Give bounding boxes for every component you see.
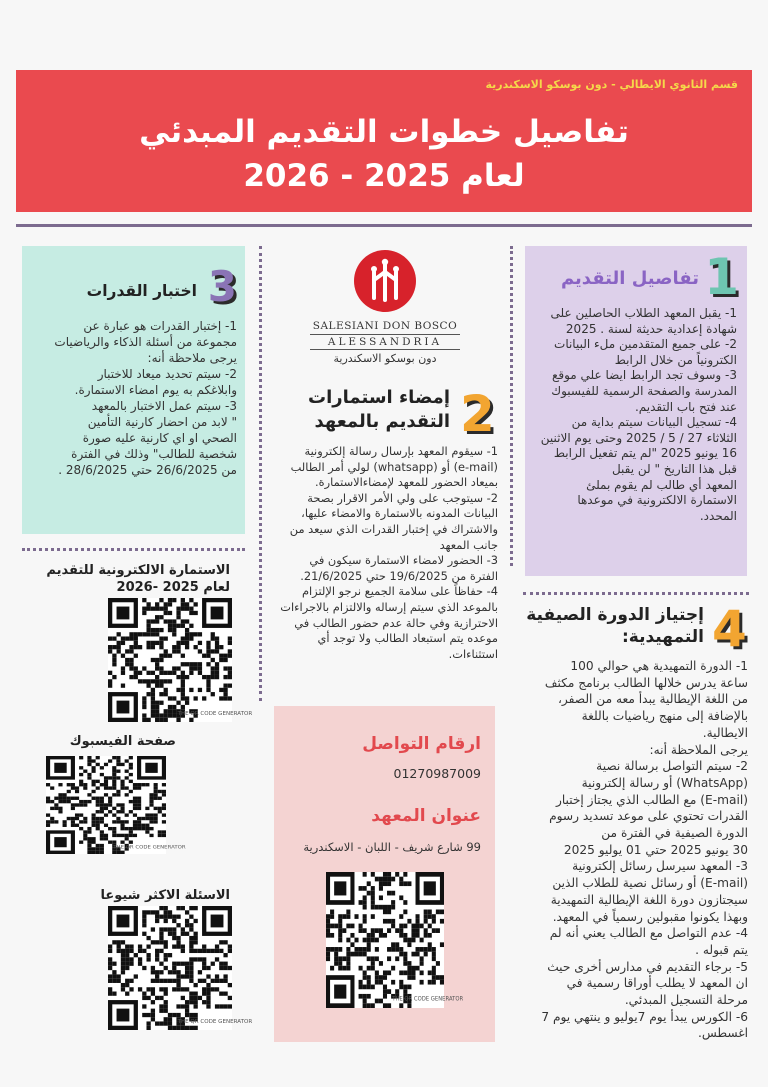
text-line: الفترة من 19/6/2025 حتي 21/6/2025. xyxy=(300,568,498,583)
section-number-1: 1 xyxy=(704,248,739,306)
text-line: 4- تسجيل البيانات سيتم بداية من xyxy=(571,415,737,430)
text-line: الثلاثاء 27 / 5 / 2025 وحتى يوم الاثنين xyxy=(540,430,737,445)
text-line: (e-mail) أو (whatsapp) لولي أمر الطالب xyxy=(290,459,498,474)
contact-qr-code[interactable] xyxy=(326,872,464,1008)
text-line: 3- المعهد سيرسل رسائل إلكترونية xyxy=(572,859,748,874)
text-line: 2- على جميع المتقدمين ملء البيانات xyxy=(554,337,737,352)
text-line: الاحترازية وفي حالة عدم حضور الطالب في xyxy=(294,615,498,630)
text-line: يتم قبوله . xyxy=(695,942,748,957)
logo-text-en: SALESIANI DON BOSCO xyxy=(312,320,458,332)
text-line: مجموعة من أسئلة الذكاء والرياضيات xyxy=(54,335,237,349)
text-line: يرجى الملاحظة أنه: xyxy=(649,742,748,757)
qr-caption: THE QR CODE GENERATOR xyxy=(392,996,464,1003)
section-contact xyxy=(274,706,495,1042)
text-line: " لابد من احضار كارنية التأمين xyxy=(87,415,237,429)
text-line: الاستمارة الالكترونية في موعدها xyxy=(577,493,737,508)
text-line: جانب المعهد xyxy=(439,537,498,552)
text-line: المحدد. xyxy=(699,508,737,523)
section-application-details xyxy=(525,246,747,576)
text-line: 16 يونيو 2025 "لم يتم تفعيل الرابط xyxy=(553,446,737,461)
text-line: وابلاغكم به يوم امضاء الاستمارة. xyxy=(74,383,237,397)
qr-pattern xyxy=(108,598,253,722)
header-divider xyxy=(16,224,752,227)
text-line: الدورة الصيفية في الفترة من xyxy=(601,826,748,841)
section-title: تفاصيل التقديم xyxy=(560,268,699,289)
section-title-line: التقديم بالمعهد xyxy=(314,411,450,432)
logo-text-city: ALESSANDRIA xyxy=(310,334,460,350)
form-qr-title-line: لعام 2025 -2026 xyxy=(116,580,230,595)
qr-pattern xyxy=(108,906,253,1030)
section-title-signing xyxy=(250,386,450,434)
column-divider-left xyxy=(259,246,262,701)
school-logo xyxy=(300,250,470,380)
section-body-summer-course xyxy=(518,658,748,1042)
text-line: الصحي او اي كارنية عليه صورة xyxy=(82,431,237,445)
text-line: القدرات تحتوي على موعد تسديد رسوم xyxy=(549,809,748,824)
section-title-summer-course xyxy=(504,604,704,648)
contact-address: 99 شارع شريف - اللبان - الاسكندرية xyxy=(303,840,481,854)
section-number-4: 4 xyxy=(712,600,747,658)
section-title-line: إمضاء استمارات xyxy=(308,387,450,408)
text-line: 1- الدورة التمهيدية هي حوالي 100 xyxy=(570,659,748,673)
text-line: 2- سيتوجب على ولي الأمر الاقرار بصحة xyxy=(307,490,498,505)
text-line: بالموعد الذي سيتم إرساله والالتزام بالاجراءات xyxy=(280,599,498,614)
qr-caption: THE QR CODE GENERATOR xyxy=(177,711,253,718)
contact-phone[interactable]: 01270987009 xyxy=(393,766,481,781)
page-title-year: لعام 2025 - 2026 xyxy=(243,158,525,194)
text-line: بالإضافة إلى منهج رياضيات باللغة xyxy=(581,709,748,724)
qr-pattern xyxy=(326,872,464,1008)
logo-mark xyxy=(354,250,416,312)
text-line: من 26/6/2025 حتي 28/6/2025 . xyxy=(58,463,237,477)
header-banner xyxy=(16,70,752,212)
text-line: الايطالية. xyxy=(702,725,748,740)
column-divider-right xyxy=(510,246,513,566)
form-qr-title-line: الاستمارة الالكترونية للتقديم xyxy=(46,563,230,578)
left-dotted-divider xyxy=(22,548,245,551)
text-line: 5- برجاء التقديم في مدارس أخرى حيث xyxy=(547,959,748,974)
text-line: موعده يتم استبعاد الطالب ولا توجد أي xyxy=(317,631,498,646)
right-dotted-divider xyxy=(523,592,749,595)
section-number-2: 2 xyxy=(460,385,495,443)
faq-label: الاسئلة الاكثر شيوعا xyxy=(100,888,230,903)
section-body xyxy=(532,306,737,524)
text-line: البيانات المدونه بالاستمارة والامضاء عليها، xyxy=(301,506,498,521)
text-line: (E-mail) مع الطالب الذي يجتاز إختبار xyxy=(555,792,748,807)
text-line: ساعة يدرس خلالها الطالب برنامج مكثف xyxy=(544,675,748,690)
text-line: 30 يونيو 2025 حتي 01 يوليو 2025 xyxy=(563,842,748,857)
text-line: شهادة إعدادية حديثة لسنة . 2025 xyxy=(565,321,737,336)
section-body xyxy=(27,318,237,478)
page-title: تفاصيل خطوات التقديم المبدئي xyxy=(139,114,629,150)
text-line: (E-mail) أو رسائل نصية للطلاب الذين xyxy=(552,876,748,891)
text-line: شخصية للطالب" وذلك في الفترة xyxy=(71,447,237,461)
section-number-3: 3 xyxy=(207,262,237,311)
text-line: المدرسة والصفحة الرسمية للفيسبوك xyxy=(551,383,737,398)
section-title: اختبار القدرات xyxy=(86,282,197,300)
text-line: سيجتازون دورة اللغة الإيطالية التمهيدية xyxy=(550,892,748,907)
facebook-qr-code[interactable] xyxy=(46,756,186,854)
text-line: من اللغة الإيطالية يبدأ معه من الصفر، xyxy=(557,692,748,707)
text-line: بميعاد الحضور للمعهد لإمضاءالاستمارة. xyxy=(315,475,498,490)
contact-phones-title: ارقام التواصل xyxy=(362,734,481,754)
text-line: 1- إختبار القدرات هو عبارة عن xyxy=(83,319,237,333)
text-line: 4- حفاظاً على سلامة الجميع نرجو الإلتزام xyxy=(301,584,498,599)
text-line: (WhatsApp) أو رسالة إلكترونية xyxy=(581,775,748,790)
text-line: اغسطس. xyxy=(697,1026,748,1041)
text-line: ان المعهد لا يطلب أوراقا رسمية في xyxy=(566,976,748,991)
text-line: الكترونياً من خلال الرابط xyxy=(614,352,737,367)
text-line: 4- عدم التواصل مع الطالب يعني أنه لم xyxy=(549,926,748,941)
text-line: المعهد أي طالب لم يقوم بملئ xyxy=(586,477,737,492)
text-line: قبل هذا التاريخ " لن يقبل xyxy=(611,461,737,476)
facebook-label: صفحة الفيسبوك xyxy=(69,734,176,749)
text-line: 2- سيتم تحديد ميعاد للاختبار xyxy=(97,367,237,381)
text-line: يرجى ملاحظة أنه: xyxy=(147,351,237,365)
text-line: 2- سيتم التواصل برسالة نصية xyxy=(596,759,748,774)
header-subtitle: قسم الثانوي الايطالي - دون بوسكو الاسكندرية xyxy=(485,78,738,91)
text-line: والاشتراك في إختبار القدرات الذي سيعد من xyxy=(289,521,498,536)
text-line: وبهذا يكونوا مقبولين رسمياً في المعهد. xyxy=(552,909,748,924)
contact-address-title: عنوان المعهد xyxy=(371,806,481,826)
text-line: 6- الكورس يبدأ يوم 7يوليو و ينتهي يوم 7 xyxy=(541,1009,748,1024)
section-aptitude-test xyxy=(22,246,245,534)
qr-caption: THE QR CODE GENERATOR xyxy=(113,845,186,851)
text-line: 1- سيقوم المعهد بإرسال رسالة إلكترونية xyxy=(304,444,498,458)
section-title-line: التمهيدية: xyxy=(621,627,704,647)
logo-text-ar: دون بوسكو الاسكندرية xyxy=(333,352,437,365)
form-qr-code[interactable] xyxy=(108,598,253,722)
section-title-line: إجتياز الدورة الصيفية xyxy=(526,605,704,625)
text-line: 3- الحضور لامضاء الاستمارة سيكون في xyxy=(309,553,498,568)
text-line: عند فتح باب التقديم. xyxy=(634,399,737,414)
qr-caption: THE QR CODE GENERATOR xyxy=(177,1019,253,1026)
text-line: 1- يقبل المعهد الطلاب الحاصلين على xyxy=(550,306,737,320)
text-line: 3- سيتم عمل الاختبار بالمعهد xyxy=(91,399,237,413)
text-line: 3- وسوف تجد الرابط ايضا علي موقع xyxy=(551,368,737,383)
text-line: مرحلة التسجيل المبدئي. xyxy=(624,993,748,1008)
text-line: استثناءات. xyxy=(448,646,498,661)
faq-qr-code[interactable] xyxy=(108,906,253,1030)
qr-pattern xyxy=(46,756,186,854)
section-body-signing xyxy=(268,444,498,662)
form-qr-title xyxy=(10,562,230,596)
